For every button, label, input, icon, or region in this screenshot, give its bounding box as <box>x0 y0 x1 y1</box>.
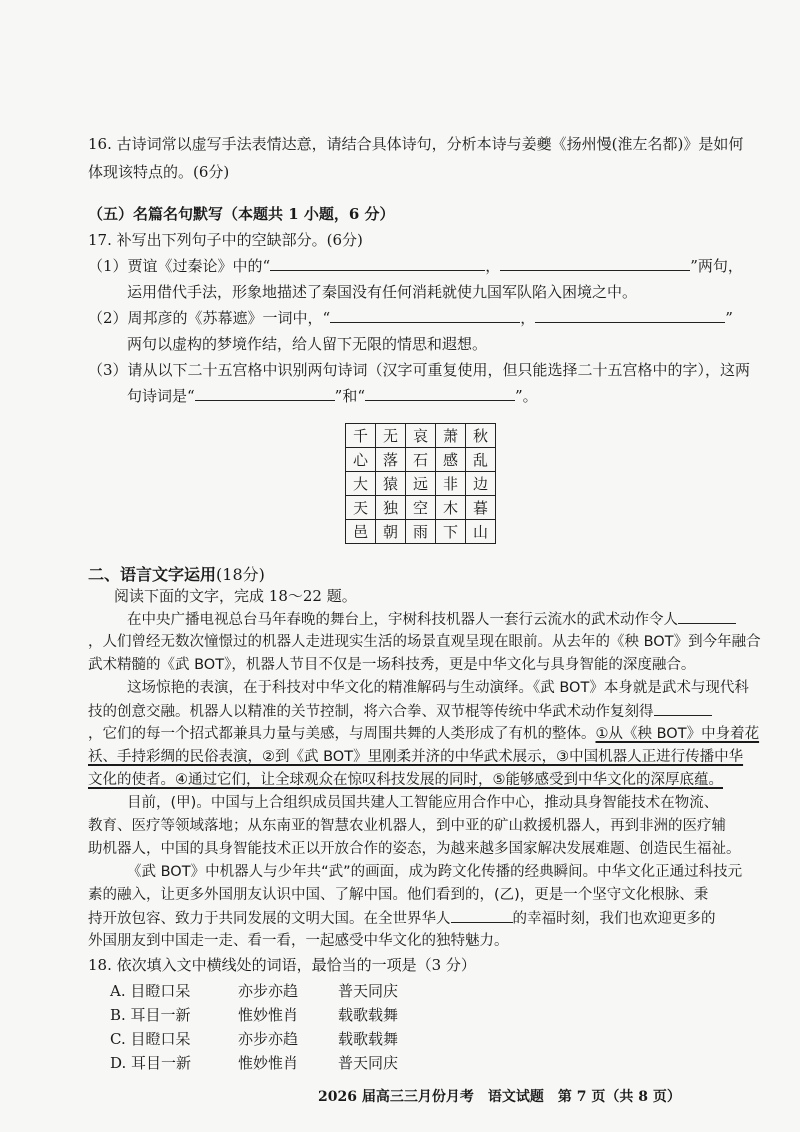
option-word: B. 耳目一新 <box>110 1006 191 1024</box>
q17-part2-suffix: ” <box>725 309 733 327</box>
grid-cell: 千 <box>346 424 376 448</box>
option-word: 亦步亦趋 <box>238 982 299 1000</box>
q17-part1-line1 <box>88 256 743 276</box>
option-word: 普天同庆 <box>338 982 399 1000</box>
q17-part1-suffix: ”两句， <box>690 257 743 275</box>
q17-part3-prefix: 句诗词是“ <box>127 387 195 405</box>
passage-line <box>88 701 712 722</box>
passage-text: 技的创意交融。机器人以精准的关节控制，将六合拳、双节棍等传统中华武术动作复刻得 <box>88 704 654 720</box>
answer-blank[interactable] <box>330 308 520 323</box>
part2-title: 二、语言文字运用 <box>88 565 217 584</box>
option-a[interactable] <box>110 980 398 1001</box>
grid-row <box>346 496 496 520</box>
q17-part2-sep: ， <box>520 309 536 327</box>
grid-cell: 秋 <box>466 424 496 448</box>
grid-cell: 非 <box>436 472 466 496</box>
grid-cell: 远 <box>406 472 436 496</box>
option-word: A. 目瞪口呆 <box>110 982 191 1000</box>
grid-cell: 哀 <box>406 424 436 448</box>
answer-blank[interactable] <box>270 256 485 271</box>
grid-cell: 山 <box>466 520 496 544</box>
underlined-sentence: ①从《秧 BOT》中身着花 <box>595 726 760 742</box>
passage-line <box>127 609 736 630</box>
passage-line: 这场惊艳的表演，在于科技对中华文化的精准解码与生动演绎。《武 BOT》本身就是武术与现代科 <box>127 680 749 696</box>
grid-cell: 落 <box>376 448 406 472</box>
grid-cell: 朝 <box>376 520 406 544</box>
passage-line: 素的融入，让更多外国朋友认识中国、了解中国。他们看到的，(乙)，更是一个坚守文化根脉、秉 <box>88 887 709 903</box>
grid-row <box>346 520 496 544</box>
answer-blank[interactable] <box>365 386 515 401</box>
grid-cell: 空 <box>406 496 436 520</box>
passage-line: ，人们曾经无数次憧憬过的机器人走进现实生活的场景直观呈现在眼前。从去年的《秧 BOT》到今年融合 <box>88 634 761 650</box>
grid-cell: 天 <box>346 496 376 520</box>
grid-cell: 边 <box>466 472 496 496</box>
option-word: 惟妙惟肖 <box>238 1054 299 1072</box>
grid-cell: 感 <box>436 448 466 472</box>
part2-intro: 阅读下面的文字，完成 18～22 题。 <box>114 587 357 605</box>
passage-text: 在中央广播电视总台马年春晚的舞台上，宇树科技机器人一套行云流水的武术动作令人 <box>127 612 678 628</box>
passage-line: 教育、医疗等领域落地；从东南亚的智慧农业机器人，到中亚的矿山救援机器人，再到非洲的医疗辅 <box>88 818 726 834</box>
option-word: 载歌载舞 <box>338 1030 399 1048</box>
grid-cell: 雨 <box>406 520 436 544</box>
section5-heading: （五）名篇名句默写（本题共 1 小题，6 分） <box>88 205 395 223</box>
grid-cell: 无 <box>376 424 406 448</box>
grid-cell: 邑 <box>346 520 376 544</box>
q17-part2-line1 <box>88 308 733 328</box>
answer-blank[interactable] <box>678 609 736 624</box>
option-word: 亦步亦趋 <box>238 1030 299 1048</box>
character-grid <box>345 423 496 544</box>
q17-part2-line2: 两句以虚构的梦境作结，给人留下无限的情思和遐想。 <box>127 335 488 353</box>
underlined-sentence: 袄、手持彩绸的民俗表演，②到《武 BOT》里刚柔并济的中华武术展示，③中国机器人正进行传播中华 <box>88 749 744 765</box>
passage-line: 武术精髓的《武 BOT》，机器人节目不仅是一场科技秀，更是中华文化与具身智能的深度融合。 <box>88 657 696 673</box>
passage-text: 持开放包容、致力于共同发展的文明大国。在全世界华人 <box>88 911 451 927</box>
answer-blank[interactable] <box>654 701 712 716</box>
passage-line <box>88 908 716 929</box>
passage-text: ，它们的每一个招式都兼具力量与美感，与周围共舞的人类形成了有机的整体。 <box>88 726 596 742</box>
grid-cell: 心 <box>346 448 376 472</box>
underlined-sentence: 文化的使者。④通过它们，让全球观众在惊叹科技发展的同时，⑤能够感受到中华文化的深厚底蕴。 <box>88 772 723 788</box>
grid-cell: 大 <box>346 472 376 496</box>
grid-cell: 下 <box>436 520 466 544</box>
q16-line2: 体现该特点的。(6分) <box>88 163 230 181</box>
q17-part2-prefix: （2）周邦彦的《苏幕遮》一词中，“ <box>88 309 331 327</box>
option-word: 惟妙惟肖 <box>238 1006 299 1024</box>
passage-line: 《武 BOT》中机器人与少年共“武”的画面，成为跨文化传播的经典瞬间。中华文化正通过科技元 <box>127 864 743 880</box>
q17-part1-sep: ， <box>485 257 501 275</box>
part2-score: (18分) <box>216 565 265 584</box>
q17-part3-suffix: ”。 <box>515 387 538 405</box>
grid-row <box>346 472 496 496</box>
passage-text: 的幸福时刻，我们也欢迎更多的 <box>512 911 716 927</box>
q17-part1-line2: 运用借代手法，形象地描述了秦国没有任何消耗就使九国军队陷入困境之中。 <box>127 283 638 301</box>
grid-row <box>346 448 496 472</box>
passage-line <box>88 724 759 744</box>
grid-cell: 猿 <box>376 472 406 496</box>
grid-cell: 木 <box>436 496 466 520</box>
passage-line: 外国朋友到中国走一走、看一看，一起感受中华文化的独特魅力。 <box>88 933 509 949</box>
grid-cell: 乱 <box>466 448 496 472</box>
q17-part1-prefix: （1）贾谊《过秦论》中的“ <box>88 257 271 275</box>
grid-cell: 萧 <box>436 424 466 448</box>
grid-row <box>346 424 496 448</box>
option-b[interactable] <box>110 1004 398 1025</box>
option-c[interactable] <box>110 1028 398 1049</box>
answer-blank[interactable] <box>195 386 335 401</box>
option-word: 普天同庆 <box>338 1054 399 1072</box>
answer-blank[interactable] <box>535 308 725 323</box>
grid-cell: 暮 <box>466 496 496 520</box>
answer-blank[interactable] <box>451 908 513 923</box>
page-footer: 2026 届高三三月份月考 语文试题 第 7 页（共 8 页） <box>318 1089 681 1105</box>
grid-cell: 石 <box>406 448 436 472</box>
option-d[interactable] <box>110 1052 398 1073</box>
grid-cell: 独 <box>376 496 406 520</box>
option-word: C. 目瞪口呆 <box>110 1030 191 1048</box>
q17-part3-line2 <box>127 386 538 406</box>
q16-line1: 16. 古诗词常以虚写手法表情达意，请结合具体诗句，分析本诗与姜夔《扬州慢(淮左名都)》是如何 <box>88 135 744 153</box>
q18-title: 18. 依次填入文中横线处的词语，最恰当的一项是（3 分） <box>88 956 476 974</box>
answer-blank[interactable] <box>500 256 690 271</box>
q17-title: 17. 补写出下列句子中的空缺部分。(6分) <box>88 231 363 249</box>
option-word: D. 耳目一新 <box>110 1054 192 1072</box>
q17-part3-line1: （3）请从以下二十五宫格中识别两句诗词（汉字可重复使用，但只能选择二十五宫格中的字），这两 <box>88 361 751 379</box>
option-word: 载歌载舞 <box>338 1006 399 1024</box>
passage-line: 助机器人，中国的具身智能技术正以开放合作的姿态，为越来越多国家解决发展难题、创造民生福祉。 <box>88 841 741 857</box>
passage-line: 目前，(甲)。中国与上合组织成员国共建人工智能应用合作中心，推动具身智能技术在物流、 <box>127 795 719 811</box>
q17-part3-mid: ”和“ <box>334 387 366 405</box>
part2-heading <box>88 562 265 585</box>
